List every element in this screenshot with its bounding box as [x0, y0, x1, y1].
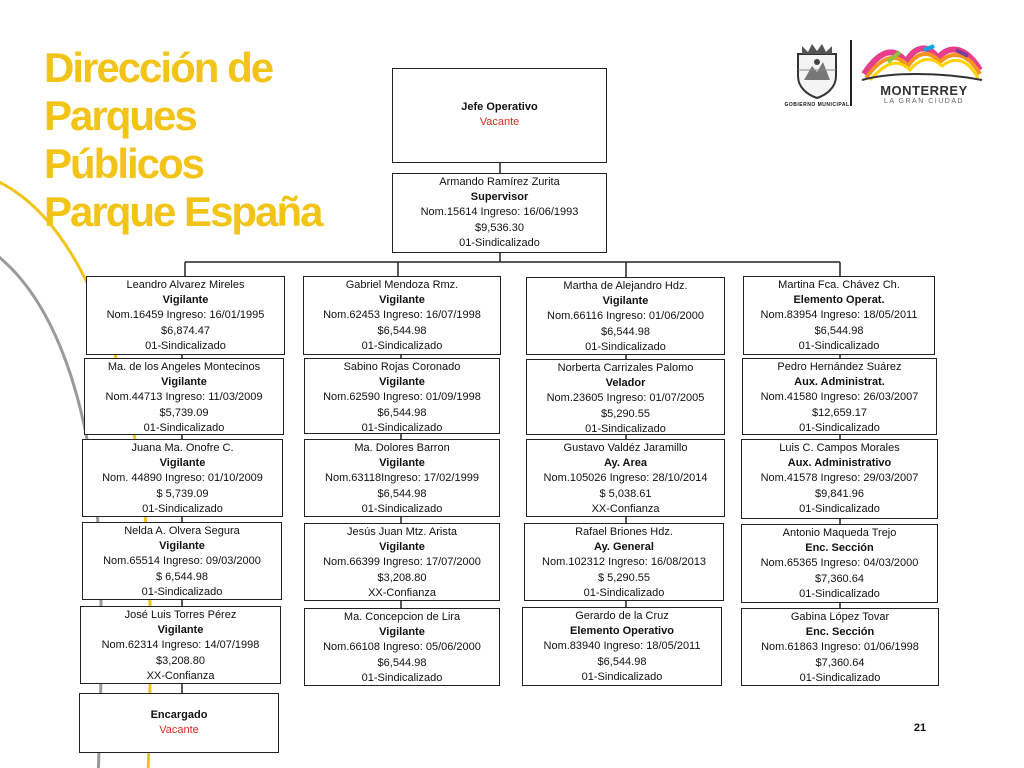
node-name: Luis C. Campos Morales [779, 442, 900, 454]
node-role: Supervisor [470, 191, 529, 204]
node-detail: 01-Sindicalizado [141, 585, 223, 598]
node-name: Juana Ma. Onofre C. [131, 442, 234, 454]
node-employee [304, 439, 500, 517]
node-role: Aux. Administrativo [787, 457, 892, 470]
node-name: Ma. de los Angeles Montecinos [107, 361, 261, 373]
header-logos [780, 36, 990, 116]
node-detail: 01-Sindicalizado [361, 671, 443, 684]
node-detail: $6,544.98 [597, 655, 647, 668]
title-line: Parque España [44, 188, 322, 235]
node-name: Gabriel Mendoza Rmz. [345, 279, 459, 291]
node-employee [526, 277, 725, 355]
node-name: Gerardo de la Cruz [575, 610, 669, 622]
page-number: 21 [913, 722, 927, 734]
node-detail: 01-Sindicalizado [142, 502, 223, 515]
node-role: Vigilante [379, 457, 425, 470]
node-detail: $5,739.09 [159, 406, 209, 419]
node-role: Vigilante [159, 540, 205, 553]
node-employee [742, 358, 937, 435]
node-detail: $6,544.98 [377, 406, 427, 419]
node-employee [741, 608, 939, 686]
node-detail: $ 5,739.09 [156, 487, 209, 500]
node-role: Vigilante [159, 457, 206, 470]
node-detail: 01-Sindicalizado [799, 671, 881, 684]
node-detail: Nom.15614 Ingreso: 16/06/1993 [420, 206, 579, 219]
node-name: Ma. Dolores Barron [354, 442, 450, 454]
node-detail: $7,360.64 [815, 656, 865, 669]
node-detail: Nom.66108 Ingreso: 05/06/2000 [323, 641, 481, 654]
node-detail: $7,360.64 [815, 572, 864, 585]
monterrey-mountains-icon [860, 40, 984, 82]
node-role: Aux. Administrat. [794, 376, 885, 389]
node-detail: $ 6,544.98 [156, 570, 208, 583]
node-jefe-operativo [392, 68, 607, 163]
node-employee [741, 524, 938, 603]
node-detail: XX-Confianza [591, 502, 660, 515]
node-role: Vigilante [161, 376, 207, 389]
node-detail: 01-Sindicalizado [799, 421, 880, 434]
node-name: Armando Ramírez Zurita [439, 176, 560, 188]
node-role: Velador [605, 377, 646, 390]
node-employee [303, 276, 501, 355]
title-line: Parques [44, 92, 196, 139]
node-role: Enc. Sección [805, 626, 875, 639]
node-detail: $12,659.17 [811, 406, 868, 419]
node-detail: Nom.62314 Ingreso: 14/07/1998 [101, 639, 260, 652]
node-detail: 01-Sindicalizado [798, 339, 880, 352]
node-employee [743, 276, 935, 355]
node-name: Gabina López Tovar [790, 611, 890, 623]
node-detail: $5,290.55 [601, 407, 650, 420]
node-employee [526, 359, 725, 435]
node-role: Vigilante [379, 376, 425, 389]
node-detail: 01-Sindicalizado [583, 586, 665, 599]
node-detail: 01-Sindicalizado [361, 502, 443, 515]
node-employee [84, 358, 284, 435]
node-detail: Nom.16459 Ingreso: 16/01/1995 [106, 309, 265, 322]
node-detail: $6,544.98 [601, 325, 650, 338]
title-line: Dirección de [44, 44, 273, 91]
node-detail: $6,544.98 [377, 324, 427, 337]
node-name: Martha de Alejandro Hdz. [563, 280, 688, 292]
node-detail: Nom.63118Ingreso: 17/02/1999 [325, 472, 479, 485]
node-detail: $6,544.98 [377, 656, 427, 669]
node-employee [86, 276, 285, 355]
node-detail: 01-Sindicalizado [799, 587, 880, 600]
node-name: Gustavo Valdéz Jaramillo [563, 442, 688, 454]
node-role: Vigilante [157, 624, 204, 637]
node-detail: Nom.62590 Ingreso: 01/09/1998 [323, 391, 481, 404]
node-detail: Nom.65514 Ingreso: 09/03/2000 [103, 555, 261, 568]
node-detail: 01-Sindicalizado [799, 502, 880, 515]
logo-divider [850, 40, 852, 106]
node-detail: Nom.66116 Ingreso: 01/06/2000 [547, 310, 704, 323]
node-role: Elemento Operat. [793, 294, 885, 307]
node-role: Jefe Operativo [461, 101, 538, 113]
node-detail: Nom. 44890 Ingreso: 01/10/2009 [102, 472, 263, 485]
node-detail: Nom.105026 Ingreso: 28/10/2014 [543, 472, 708, 485]
node-role: Elemento Operativo [570, 625, 674, 638]
node-role: Vigilante [162, 294, 209, 307]
coat-of-arms-label: GOBIERNO MUNICIPAL [784, 102, 850, 108]
node-name: Martina Fca. Chávez Ch. [778, 279, 900, 291]
node-detail: XX-Confianza [146, 669, 215, 682]
node-detail: Nom.102312 Ingreso: 16/08/2013 [542, 556, 706, 569]
node-detail: Nom.41580 Ingreso: 26/03/2007 [760, 391, 919, 404]
node-detail: Nom.44713 Ingreso: 11/03/2009 [105, 391, 263, 404]
node-name: Ma. Concepcion de Lira [343, 611, 461, 623]
node-detail: 01-Sindicalizado [361, 339, 443, 352]
node-role: Ay. General [594, 541, 654, 554]
node-employee [522, 607, 722, 686]
node-name: Pedro Hernández Suárez [777, 361, 902, 373]
page-title [44, 44, 374, 236]
node-detail: $9,841.96 [815, 487, 864, 500]
node-role: Encargado [150, 709, 208, 721]
node-detail: 01-Sindicalizado [145, 339, 226, 352]
node-detail: $3,208.80 [156, 654, 205, 667]
node-employee [304, 608, 500, 686]
node-detail: Nom.83954 Ingreso: 18/05/2011 [760, 309, 918, 322]
node-detail: 01-Sindicalizado [581, 670, 663, 683]
node-detail: Nom.66399 Ingreso: 17/07/2000 [323, 556, 481, 569]
node-detail: $9,536.30 [475, 221, 524, 234]
node-employee [304, 358, 500, 434]
node-detail: Nom.61863 Ingreso: 01/06/1998 [761, 641, 919, 654]
node-detail: $3,208.80 [377, 571, 427, 584]
node-detail: Nom.41578 Ingreso: 29/03/2007 [760, 472, 919, 485]
node-name: Rafael Briones Hdz. [575, 526, 673, 538]
node-detail: 01-Sindicalizado [585, 340, 666, 353]
node-employee [524, 523, 724, 601]
node-employee [304, 523, 500, 601]
node-role: Ay. Area [603, 457, 647, 470]
node-name: Antonio Maqueda Trejo [782, 527, 897, 539]
coat-of-arms-icon [790, 40, 844, 100]
node-detail: $6,874.47 [161, 324, 210, 337]
node-name: Sabino Rojas Coronado [343, 361, 461, 373]
node-detail: $6,544.98 [814, 324, 864, 337]
node-employee [526, 439, 725, 517]
node-detail: 01-Sindicalizado [143, 421, 225, 434]
node-encargado [79, 693, 279, 753]
node-vacant: Vacante [159, 724, 199, 737]
node-detail: Nom.83940 Ingreso: 18/05/2011 [543, 640, 701, 653]
node-employee [80, 606, 281, 684]
brand-name: MONTERREY [880, 83, 968, 98]
node-role: Vigilante [379, 626, 425, 639]
node-detail: Nom.65365 Ingreso: 04/03/2000 [760, 557, 919, 570]
node-employee [82, 439, 283, 517]
node-detail: $ 5,290.55 [598, 571, 650, 584]
brand-tagline: LA GRAN CIUDAD [883, 98, 965, 105]
node-detail: 01-Sindicalizado [361, 421, 443, 434]
node-detail: 01-Sindicalizado [585, 422, 666, 435]
node-name: Norberta Carrizales Palomo [557, 362, 694, 374]
node-detail: Nom.62453 Ingreso: 16/07/1998 [323, 309, 481, 322]
node-employee [82, 522, 282, 600]
node-role: Vigilante [602, 295, 649, 308]
node-detail: 01-Sindicalizado [459, 236, 540, 249]
node-employee [741, 439, 938, 519]
node-name: Leandro Alvarez Mireles [126, 279, 245, 291]
node-detail: Nom.23605 Ingreso: 01/07/2005 [546, 392, 705, 405]
node-vacant: Vacante [479, 116, 520, 129]
node-name: José Luis Torres Pérez [124, 609, 237, 621]
node-role: Enc. Sección [805, 542, 874, 555]
node-name: Nelda A. Olvera Segura [124, 525, 240, 537]
node-supervisor [392, 173, 607, 253]
node-detail: XX-Confianza [368, 586, 436, 599]
node-role: Vigilante [379, 294, 425, 307]
node-detail: $ 5,038.61 [599, 487, 652, 500]
node-role: Vigilante [379, 541, 425, 554]
title-line: Públicos [44, 140, 204, 187]
node-detail: $6,544.98 [377, 487, 427, 500]
node-name: Jesús Juan Mtz. Arista [346, 526, 458, 538]
